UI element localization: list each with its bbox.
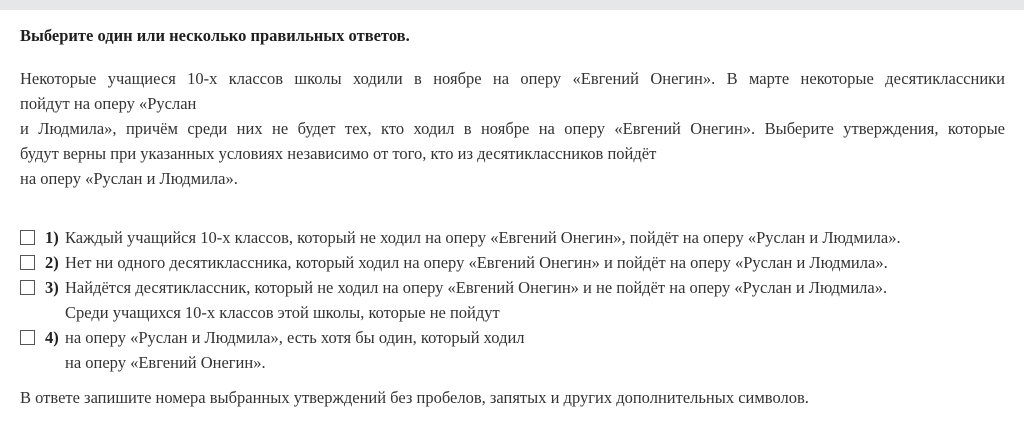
question-instruction: Выберите один или несколько правильных ответов. bbox=[20, 26, 410, 45]
option-number: 3) bbox=[45, 278, 59, 297]
option-text: на оперу «Руслан и Людмила», есть хотя бы один, который ходил bbox=[65, 328, 525, 347]
option-number: 2) bbox=[45, 253, 59, 272]
option-number: 4) bbox=[45, 328, 59, 347]
option-4-checkbox[interactable] bbox=[20, 330, 35, 345]
option-1-checkbox[interactable] bbox=[20, 230, 35, 245]
condition-line: и Людмила», причём среди них не будет тех, кто ходил в ноябре на оперу «Евгений Онегин». Выберите утверждения, которые bbox=[20, 119, 1005, 138]
top-bar bbox=[0, 0, 1024, 10]
option-4-suffix-text: на оперу «Евгений Онегин». bbox=[65, 353, 266, 372]
condition-line: на оперу «Руслан и Людмила». bbox=[20, 169, 238, 188]
condition-line: будут верны при указанных условиях независимо от того, кто из десятиклассников пойдёт bbox=[20, 144, 657, 163]
question-condition bbox=[20, 66, 1005, 191]
condition-line: пойдут на оперу «Руслан bbox=[20, 94, 197, 113]
option-number: 1) bbox=[45, 228, 59, 247]
option-4-prefix-text: Среди учащихся 10-х классов этой школы, которые не пойдут bbox=[65, 303, 500, 322]
condition-line: Некоторые учащиеся 10-х классов школы ходили в ноябре на оперу «Евгений Онегин». В марте некоторые десятиклассники bbox=[20, 69, 1005, 88]
option-2-checkbox[interactable] bbox=[20, 255, 35, 270]
answer-instruction: В ответе запишите номера выбранных утверждений без пробелов, запятых и других дополнительных символов. bbox=[20, 388, 809, 407]
option-text: Каждый учащийся 10-х классов, который не ходил на оперу «Евгений Онегин», пойдёт на оперу «Руслан и Людмила». bbox=[65, 228, 901, 247]
option-text: Найдётся десятиклассник, который не ходил на оперу «Евгений Онегин» и не пойдёт на оперу «Руслан и Людмила». bbox=[65, 278, 888, 297]
option-text: Нет ни одного десятиклассника, который ходил на оперу «Евгений Онегин» и пойдёт на оперу «Руслан и Людмила». bbox=[65, 253, 888, 272]
option-3-checkbox[interactable] bbox=[20, 280, 35, 295]
